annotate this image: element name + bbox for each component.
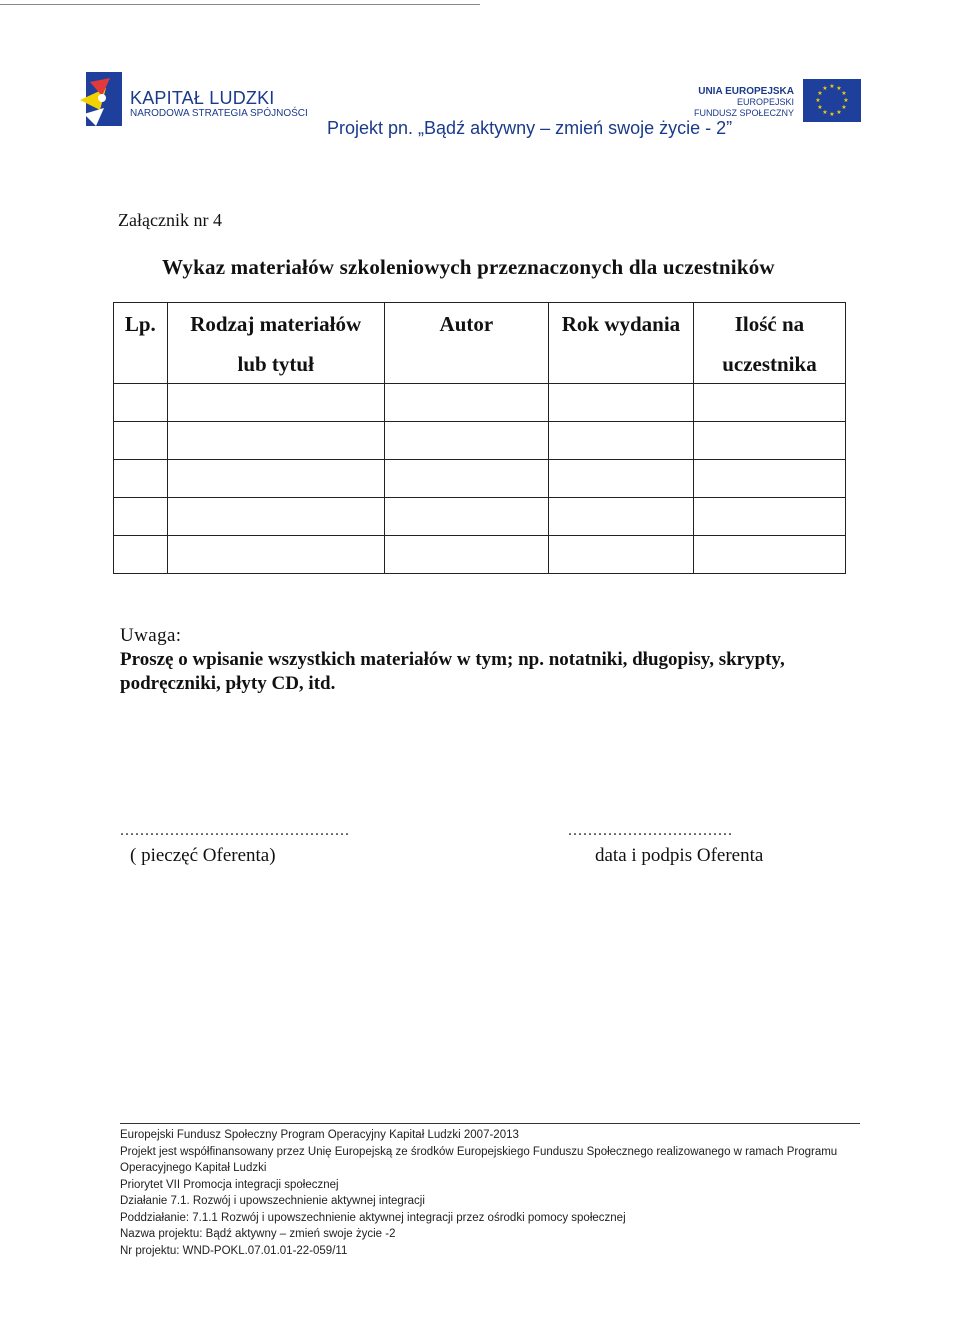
- table-cell[interactable]: [167, 384, 384, 422]
- table-cell[interactable]: [114, 460, 168, 498]
- header-quantity-line2: uczestnika: [722, 352, 817, 376]
- note-heading: Uwaga:: [120, 625, 182, 646]
- table-row: [114, 384, 846, 422]
- table-cell[interactable]: [693, 536, 845, 574]
- footer: [120, 1127, 880, 1259]
- stamp-dots-line: ..............................................: [120, 822, 350, 839]
- table-cell[interactable]: [384, 422, 548, 460]
- document-title: Wykaz materiałów szkoleniowych przeznaczonych dla uczestników: [162, 255, 775, 279]
- materials-table: [113, 302, 846, 574]
- kapital-ludzki-subtitle: NARODOWA STRATEGIA SPÓJNOŚCI: [130, 108, 308, 119]
- table-cell[interactable]: [167, 498, 384, 536]
- eu-logo-line2: EUROPEJSKI: [736, 97, 794, 107]
- table-cell[interactable]: [693, 498, 845, 536]
- footer-line: Operacyjnego Kapitał Ludzki: [120, 1162, 267, 1174]
- top-scan-rule: [0, 4, 480, 5]
- svg-text:★: ★: [843, 97, 849, 104]
- table-cell[interactable]: [549, 384, 694, 422]
- header-author-line1: Autor: [439, 312, 494, 336]
- svg-text:★: ★: [836, 85, 842, 92]
- footer-line: Poddziałanie: 7.1.1 Rozwój i upowszechnienie aktywnej integracji przez ośrodki pomocy społecznej: [120, 1211, 626, 1224]
- footer-line: Nr projektu: WND-POKL.07.01.01-22-059/11: [120, 1244, 348, 1257]
- svg-text:★: ★: [841, 90, 847, 97]
- header-year-line1: Rok wydania: [561, 312, 681, 336]
- project-name-line: Projekt pn. „Bądź aktywny – zmień swoje życie - 2”: [327, 118, 733, 138]
- footer-line: Projekt jest współfinansowany przez Unię Europejską ze środków Europejskiego Funduszu Społecznego realizowanego w ramach Programu: [120, 1145, 838, 1158]
- signature-label: data i podpis Oferenta: [595, 845, 764, 866]
- table-cell[interactable]: [114, 384, 168, 422]
- eu-logo-text: [694, 86, 794, 119]
- header-material-type-line2: lub tytuł: [237, 352, 314, 376]
- footer-line: Nazwa projektu: Bądź aktywny – zmień swoje życie -2: [120, 1228, 396, 1240]
- table-cell[interactable]: [384, 536, 548, 574]
- footer-line: Europejski Fundusz Społeczny Program Operacyjny Kapitał Ludzki 2007-2013: [120, 1129, 519, 1141]
- svg-text:★: ★: [822, 85, 828, 92]
- footer-line: Działanie 7.1. Rozwój i upowszechnienie aktywnej integracji: [120, 1195, 425, 1207]
- header-material-type: [167, 303, 384, 384]
- svg-text:★: ★: [815, 97, 821, 104]
- svg-text:★: ★: [829, 111, 835, 118]
- table-header-row: [114, 303, 846, 384]
- table-cell[interactable]: [114, 422, 168, 460]
- table-cell[interactable]: [549, 536, 694, 574]
- table-cell[interactable]: [384, 460, 548, 498]
- header-author: [384, 303, 548, 384]
- header-year: [549, 303, 694, 384]
- table-cell[interactable]: [549, 498, 694, 536]
- footer-line: Priorytet VII Promocja integracji społecznej: [120, 1178, 339, 1191]
- eu-logo-line3: FUNDUSZ SPOŁECZNY: [693, 108, 794, 118]
- svg-text:★: ★: [817, 104, 823, 111]
- table-cell[interactable]: [693, 422, 845, 460]
- signature-dots-line: .................................: [568, 822, 733, 839]
- table-cell[interactable]: [114, 536, 168, 574]
- header-lp-line1: Lp.: [124, 312, 156, 336]
- svg-text:★: ★: [836, 109, 842, 116]
- table-cell[interactable]: [114, 498, 168, 536]
- header-material-type-line1: Rodzaj materiałów: [190, 312, 362, 336]
- eu-logo-line1: UNIA EUROPEJSKA: [698, 86, 794, 97]
- table-row: [114, 460, 846, 498]
- table-cell[interactable]: [549, 422, 694, 460]
- annex-label: Załącznik nr 4: [118, 210, 222, 230]
- header-lp: [114, 303, 168, 384]
- table-cell[interactable]: [693, 384, 845, 422]
- table-cell[interactable]: [693, 460, 845, 498]
- table-cell[interactable]: [167, 422, 384, 460]
- footer-divider: [120, 1123, 860, 1124]
- table-cell[interactable]: [167, 460, 384, 498]
- table-cell[interactable]: [384, 384, 548, 422]
- header-quantity-line1: Ilość na: [734, 312, 805, 336]
- note-body: Proszę o wpisanie wszystkich materiałów w tym; np. notatniki, długopisy, skrypty, podręczniki, płyty CD, itd.: [120, 649, 785, 694]
- svg-text:★: ★: [822, 109, 828, 116]
- table-row: [114, 498, 846, 536]
- kapital-ludzki-title: KAPITAŁ LUDZKI: [130, 88, 275, 108]
- table-row: [114, 536, 846, 574]
- table-row: [114, 422, 846, 460]
- stamp-label: ( pieczęć Oferenta): [130, 845, 276, 866]
- table-cell[interactable]: [167, 536, 384, 574]
- table-cell[interactable]: [549, 460, 694, 498]
- table-cell[interactable]: [384, 498, 548, 536]
- header-quantity: [693, 303, 845, 384]
- svg-text:★: ★: [817, 90, 823, 97]
- kapital-ludzki-logo: [80, 70, 124, 128]
- svg-text:★: ★: [841, 104, 847, 111]
- svg-text:★: ★: [829, 83, 835, 90]
- eu-flag-icon: [803, 79, 861, 122]
